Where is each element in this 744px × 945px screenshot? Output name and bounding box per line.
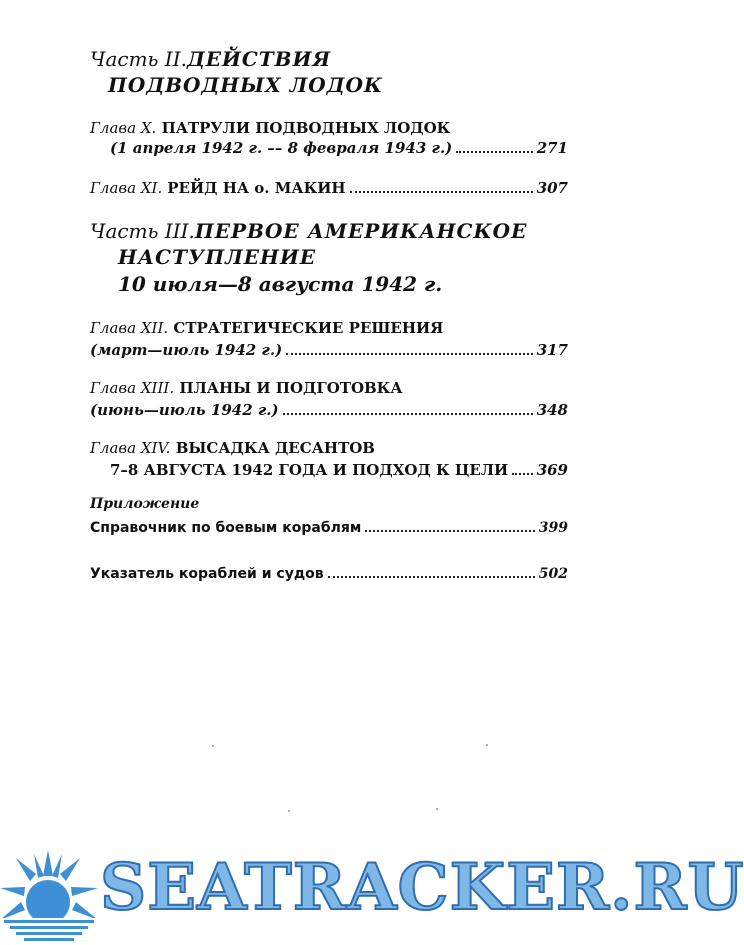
- watermark-text: SEATRACKER.RU: [100, 850, 744, 925]
- part-3-title-line2: НАСТУПЛЕНИЕ: [118, 245, 317, 269]
- chapter-14-heading: [90, 438, 375, 458]
- chapter-11-label: Глава XI.: [90, 179, 163, 197]
- index-page: 502: [538, 566, 568, 582]
- part-2-title-line2: ПОДВОДНЫХ ЛОДОК: [108, 73, 384, 97]
- part-2-label: Часть II.: [90, 47, 187, 71]
- chapter-12-dates: (март—июль 1942 г.): [90, 341, 283, 359]
- chapter-10-title: ПАТРУЛИ ПОДВОДНЫХ ЛОДОК: [161, 119, 451, 137]
- scan-speck: [212, 745, 214, 747]
- dot-leader: [350, 191, 533, 193]
- chapter-12-label: Глава XII.: [90, 319, 169, 337]
- appendix-entry: [90, 518, 568, 538]
- chapter-13-page: 348: [536, 401, 568, 419]
- scan-speck: [288, 810, 290, 812]
- appendix-label: Приложение: [90, 496, 200, 512]
- chapter-10-page: 271: [536, 139, 568, 157]
- chapter-12-page: 317: [536, 341, 568, 359]
- chapter-11-page: 307: [536, 179, 568, 197]
- dot-leader: [286, 353, 533, 355]
- chapter-12-entry-line: [90, 340, 568, 360]
- chapter-13-title: ПЛАНЫ И ПОДГОТОВКА: [179, 379, 403, 397]
- chapter-10-dates: (1 апреля 1942 г. –– 8 февраля 1943 г.): [110, 139, 453, 157]
- sun-icon: [0, 848, 100, 945]
- appendix-page: 399: [538, 520, 568, 536]
- chapter-10-entry-line: [110, 138, 568, 158]
- dot-leader: [365, 530, 534, 532]
- chapter-14-subtitle: 7–8 АВГУСТА 1942 ГОДА И ПОДХОД К ЦЕЛИ: [110, 461, 509, 479]
- chapter-14-label: Глава XIV.: [90, 439, 171, 457]
- chapter-14-entry-line: [110, 460, 568, 480]
- part-3-label: Часть III.: [90, 219, 195, 243]
- chapter-13-dates: (июнь—июль 1942 г.): [90, 401, 279, 419]
- appendix-title: Справочник по боевым кораблям: [90, 520, 362, 536]
- part-3-title-line1: ПЕРВОЕ АМЕРИКАНСКОЕ: [194, 219, 528, 243]
- dot-leader: [283, 413, 533, 415]
- chapter-11-title: РЕЙД НА о. МАКИН: [167, 179, 346, 197]
- dot-leader: [328, 576, 535, 578]
- part-2-title-line1: ДЕЙСТВИЯ: [186, 47, 332, 71]
- chapter-14-title: ВЫСАДКА ДЕСАНТОВ: [175, 439, 375, 457]
- chapter-13-label: Глава XIII.: [90, 379, 175, 397]
- scan-speck: [486, 744, 488, 746]
- index-entry: [90, 564, 568, 584]
- chapter-12-title: СТРАТЕГИЧЕСКИЕ РЕШЕНИЯ: [173, 319, 444, 337]
- dot-leader: [456, 151, 532, 153]
- index-title: Указатель кораблей и судов: [90, 566, 324, 582]
- chapter-10-heading: [90, 118, 450, 138]
- chapter-14-page: 369: [536, 461, 568, 479]
- part-3-dates: 10 июля—8 августа 1942 г.: [118, 272, 443, 296]
- part-3-heading: [90, 218, 527, 244]
- chapter-13-heading: [90, 378, 403, 398]
- chapter-13-entry-line: [90, 400, 568, 420]
- dot-leader: [512, 473, 532, 475]
- scan-speck: [436, 808, 438, 810]
- part-2-heading: [90, 46, 331, 72]
- chapter-12-heading: [90, 318, 443, 338]
- chapter-10-label: Глава X.: [90, 119, 157, 137]
- chapter-11-entry: [90, 178, 568, 198]
